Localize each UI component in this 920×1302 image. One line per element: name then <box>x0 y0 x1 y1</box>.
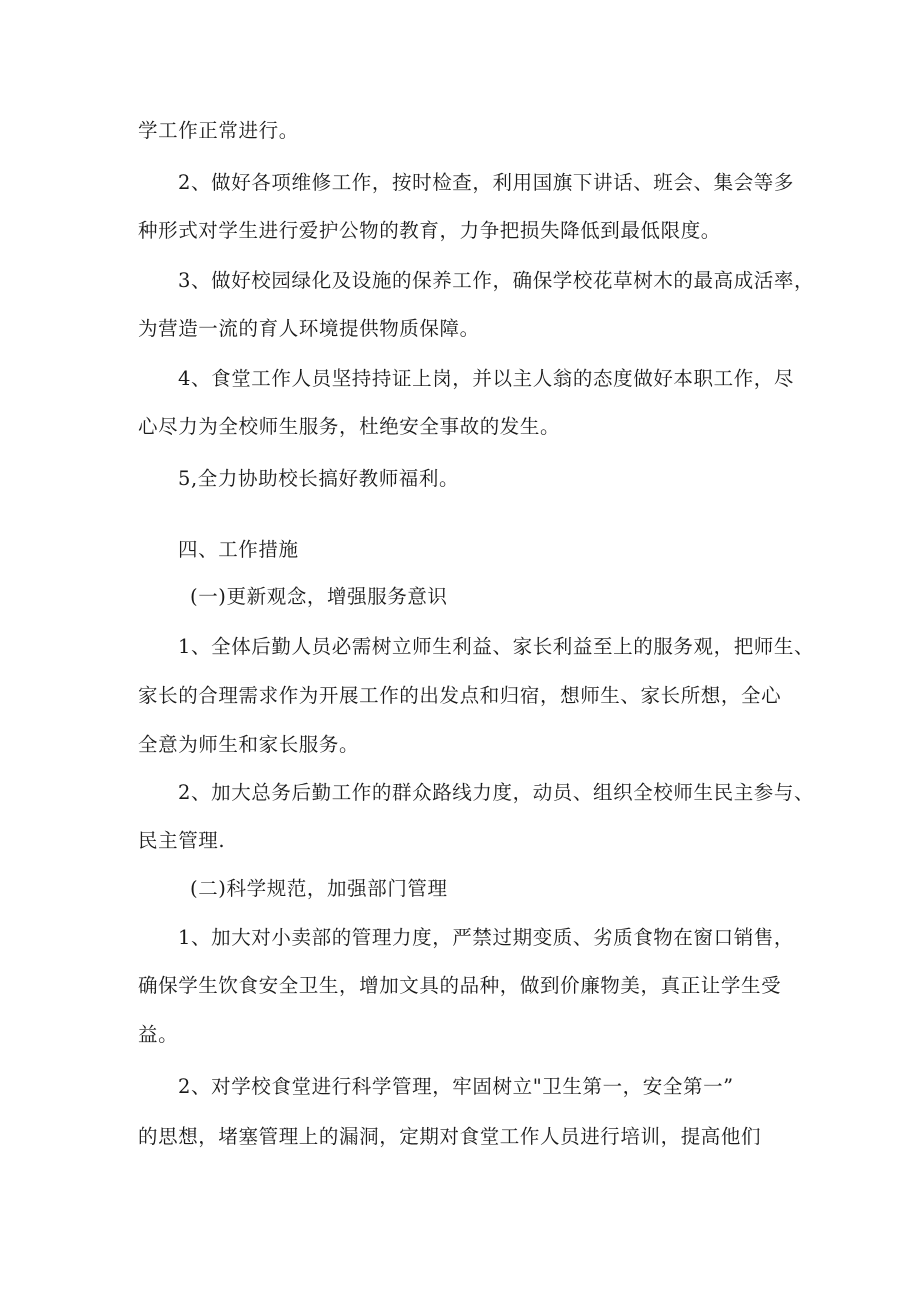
text-line: 2、做好各项维修工作，按时检查，利用国旗下讲话、班会、集会等多 <box>178 171 795 194</box>
text-line: 确保学生饮食安全卫生，增加文具的品种，做到价廉物美，真正让学生受 <box>138 974 782 997</box>
text-line: 2、对学校食堂进行科学管理，牢固树立"卫生第一，安全第一” <box>178 1075 734 1098</box>
text-line: 种形式对学生进行爱护公物的教育，力争把损失降低到最低限度。 <box>138 219 721 242</box>
text-line: 1、加大对小卖部的管理力度，严禁过期变质、劣质食物在窗口销售， <box>178 926 795 949</box>
text-line: 5,全力协助校长搞好教师福利。 <box>178 467 460 490</box>
text-line: 心尽力为全校师生服务，杜绝安全事故的发生。 <box>138 415 561 438</box>
text-line: 4、食堂工作人员坚持持证上岗，并以主人翁的态度做好本职工作，尽 <box>178 367 795 390</box>
text-line: 的思想，堵塞管理上的漏洞，定期对食堂工作人员进行培训，提高他们 <box>138 1125 762 1148</box>
text-line: 为营造一流的育人环境提供物质保障。 <box>138 317 480 340</box>
text-line: 全意为师生和家长服务。 <box>138 733 360 756</box>
text-line: 学工作正常进行。 <box>138 119 299 142</box>
subsection-heading: (二)科学规范，加强部门管理 <box>190 877 448 900</box>
text-line: 3、做好校园绿化及设施的保养工作，确保学校花草树木的最高成活率， <box>178 269 815 292</box>
subsection-heading: (一)更新观念，增强服务意识 <box>190 585 448 608</box>
text-line: 民主管理. <box>138 829 226 852</box>
text-line: 益。 <box>138 1023 179 1046</box>
text-line: 1、全体后勤人员必需树立师生利益、家长利益至上的服务观，把师生、 <box>178 635 815 658</box>
text-line: 2、加大总务后勤工作的群众路线力度，动员、组织全校师生民主参与、 <box>178 781 815 804</box>
section-heading: 四、工作措施 <box>178 538 299 561</box>
text-line: 家长的合理需求作为开展工作的出发点和归宿，想师生、家长所想，全心 <box>138 684 782 707</box>
